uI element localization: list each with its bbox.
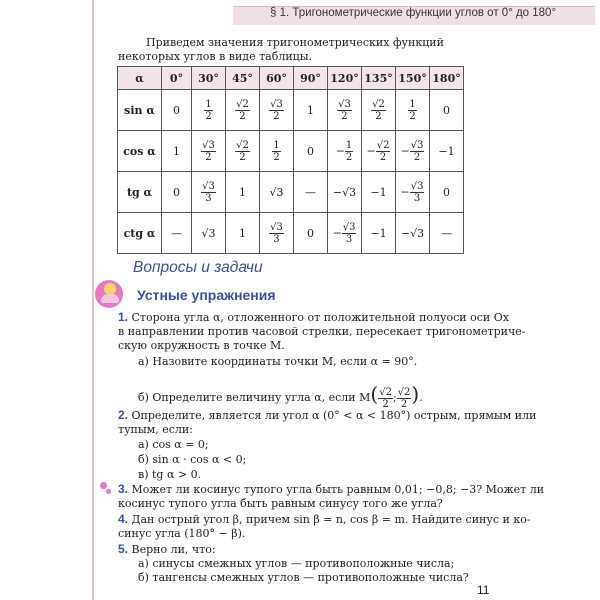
table-value-cell: 0 bbox=[162, 90, 192, 131]
table-value-cell: $\frac{√3}{3}$ bbox=[260, 213, 294, 254]
table-value-cell: −1 bbox=[362, 172, 396, 213]
table-angle-header: 60° bbox=[260, 67, 294, 90]
table-value-cell: — bbox=[430, 213, 464, 254]
table-angle-header: 150° bbox=[396, 67, 430, 90]
exercise-1-line-2: в направлении против часовой стрелки, пересекает тригонометриче- bbox=[118, 325, 526, 338]
exercise-3-marker-dot bbox=[100, 482, 107, 489]
exercise-2-number: 2. bbox=[118, 408, 129, 422]
coord-x-num: √2 bbox=[379, 386, 392, 398]
table-value-cell: − $\frac{√3}{3}$ bbox=[328, 213, 362, 254]
table-value-cell: $\frac{√3}{3}$ bbox=[192, 172, 226, 213]
table-value-cell: −√3 bbox=[396, 213, 430, 254]
table-angle-header: 90° bbox=[294, 67, 328, 90]
table-value-cell: − $\frac{1}{2}$ bbox=[328, 131, 362, 172]
coord-x-fraction bbox=[378, 387, 393, 410]
exercise-3-number: 3. bbox=[118, 482, 129, 496]
exercise-1-line-1: 1. Сторона угла α, отложенного от положительной полуоси оси Ox bbox=[118, 310, 509, 324]
table-value-cell: — bbox=[162, 213, 192, 254]
table-value-cell: $\frac{1}{2}$ bbox=[396, 90, 430, 131]
table-angle-header: 135° bbox=[362, 67, 396, 90]
coord-y-den: 2 bbox=[400, 398, 408, 410]
exercise-1-part-b: б) Определите величину угла α, если M( $\frac{√2}{2}$ ; $\frac{√2}{2}$ ). bbox=[138, 382, 423, 410]
table-value-cell: $\frac{√3}{2}$ bbox=[328, 90, 362, 131]
page-number: 11 bbox=[477, 583, 490, 597]
table-angle-header: 30° bbox=[192, 67, 226, 90]
table-angle-header: 180° bbox=[430, 67, 464, 90]
table-value-cell: 0 bbox=[294, 213, 328, 254]
table-value-cell: $\frac{√2}{2}$ bbox=[362, 90, 396, 131]
table-value-cell: $\frac{1}{2}$ bbox=[260, 131, 294, 172]
exercise-5-line-1: 5. Верно ли, что: bbox=[118, 542, 216, 556]
exercise-4-line-2: синус угла (180° − β). bbox=[118, 527, 246, 540]
exercise-2-line-1: 2. Определите, является ли угол α (0° < α < 180°) острым, прямым или bbox=[118, 408, 537, 422]
table-row bbox=[118, 90, 464, 131]
table-value-cell: 0 bbox=[430, 172, 464, 213]
section-title: Вопросы и задачи bbox=[133, 259, 263, 276]
table-value-cell: $\frac{√3}{2}$ bbox=[260, 90, 294, 131]
table-value-cell: $\frac{√3}{2}$ bbox=[192, 131, 226, 172]
table-value-cell: — bbox=[294, 172, 328, 213]
margin-line bbox=[92, 0, 94, 600]
exercise-5-part-b: б) тангенсы смежных углов — противоположные числа? bbox=[138, 571, 469, 584]
exercise-1-part-a: а) Назовите координаты точки M, если α = 90°. bbox=[138, 355, 418, 368]
table-row bbox=[118, 131, 464, 172]
table-value-cell: √3 bbox=[192, 213, 226, 254]
table-header-row bbox=[118, 67, 464, 90]
table-angle-header: 0° bbox=[162, 67, 192, 90]
exercise-4-line-1: 4. Дан острый угол β, причем sin β = n, cos β = m. Найдите синус и ко- bbox=[118, 512, 531, 526]
table-function-label: ctg α bbox=[118, 213, 162, 254]
exercise-5-number: 5. bbox=[118, 542, 129, 556]
trig-values-table bbox=[117, 66, 464, 254]
exercise-3-line-2: косинус тупого угла быть равным синусу того же угла? bbox=[118, 497, 443, 510]
table-function-label: sin α bbox=[118, 90, 162, 131]
table-value-cell: 1 bbox=[226, 213, 260, 254]
intro-paragraph: Приведем значения тригонометрических функций некоторых углов в виде таблицы. bbox=[118, 36, 444, 63]
exercise-3-line-1: 3. Может ли косинус тупого угла быть равным 0,01; −0,8; −3? Может ли bbox=[118, 482, 545, 496]
exercise-2-part-a: а) cos α = 0; bbox=[138, 438, 209, 451]
table-value-cell: 1 bbox=[226, 172, 260, 213]
table-value-cell: √3 bbox=[260, 172, 294, 213]
exercise-1-line-3: скую окружность в точке M. bbox=[118, 339, 285, 352]
exercise-5-part-a: а) синусы смежных углов — противоположные числа; bbox=[138, 557, 455, 570]
table-value-cell: − $\frac{√3}{3}$ bbox=[396, 172, 430, 213]
table-value-cell: 0 bbox=[294, 131, 328, 172]
exercise-3-marker-dot-small bbox=[106, 489, 111, 494]
table-value-cell: $\frac{1}{2}$ bbox=[192, 90, 226, 131]
exercise-2-part-b: б) sin α · cos α < 0; bbox=[138, 453, 247, 466]
table-value-cell: − $\frac{√2}{2}$ bbox=[362, 131, 396, 172]
oral-exercises-icon-body bbox=[101, 294, 119, 303]
table-value-cell: −1 bbox=[362, 213, 396, 254]
table-value-cell: $\frac{√2}{2}$ bbox=[226, 90, 260, 131]
coord-y-num: √2 bbox=[397, 386, 411, 398]
coord-y-fraction bbox=[397, 387, 412, 410]
table-value-cell: −1 bbox=[430, 131, 464, 172]
exercise-4-number: 4. bbox=[118, 512, 129, 526]
table-value-cell: 0 bbox=[430, 90, 464, 131]
table-function-label: tg α bbox=[118, 172, 162, 213]
table-angle-header: 45° bbox=[226, 67, 260, 90]
table-angle-header: 120° bbox=[328, 67, 362, 90]
table-value-cell: $\frac{√2}{2}$ bbox=[226, 131, 260, 172]
running-header: § 1. Тригонометрические функции углов от 0° до 180° bbox=[270, 7, 557, 19]
coord-x-den: 2 bbox=[382, 398, 389, 410]
table-row bbox=[118, 172, 464, 213]
table-corner-cell: α bbox=[118, 67, 162, 90]
table-value-cell: −√3 bbox=[328, 172, 362, 213]
table-value-cell: − $\frac{√3}{2}$ bbox=[396, 131, 430, 172]
subsection-title: Устные упражнения bbox=[137, 287, 276, 303]
table-row bbox=[118, 213, 464, 254]
table-value-cell: 1 bbox=[294, 90, 328, 131]
table-function-label: cos α bbox=[118, 131, 162, 172]
exercise-2-line-2: тупым, если: bbox=[118, 423, 193, 436]
table-value-cell: 1 bbox=[162, 131, 192, 172]
exercise-1-number: 1. bbox=[118, 310, 129, 324]
table-value-cell: 0 bbox=[162, 172, 192, 213]
exercise-2-part-c: в) tg α > 0. bbox=[138, 468, 202, 481]
